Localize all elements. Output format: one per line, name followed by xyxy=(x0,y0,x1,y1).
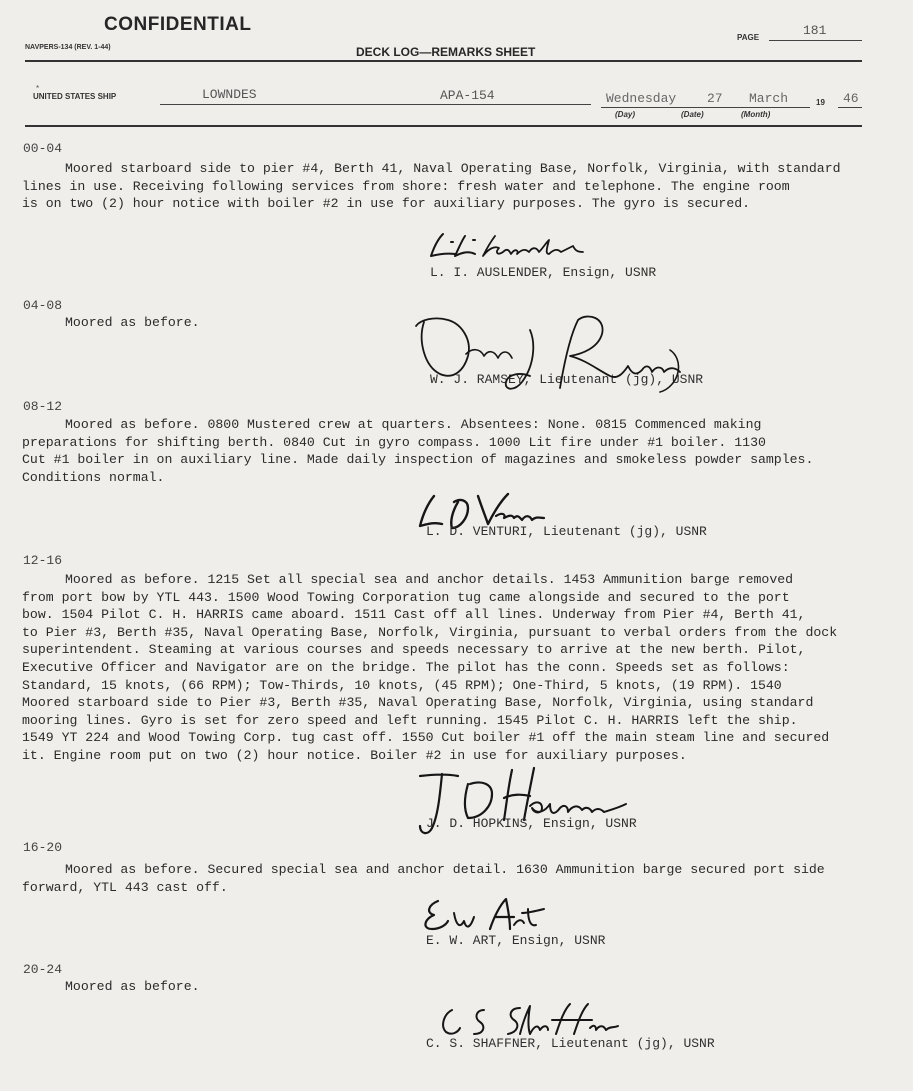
signature-auslender xyxy=(425,228,595,262)
ship-label: UNITED STATES SHIP xyxy=(33,92,117,101)
signature-art xyxy=(418,895,548,935)
officer-name: J. D. HOPKINS, Ensign, USNR xyxy=(426,816,637,831)
entry-line: Moored as before. 0800 Mustered crew at quarters. Absentees: None. 0815 Commenced making xyxy=(65,417,762,432)
watch-label: 16-20 xyxy=(23,840,63,855)
signature-ramsey xyxy=(410,310,700,400)
entry-line: Moored as before. xyxy=(65,315,200,330)
entry-line: from port bow by YTL 443. 1500 Wood Towing Corporation tug came alongside and secured to the port xyxy=(22,589,790,605)
entry-line: Standard, 15 knots, (66 RPM); Tow-Thirds, 10 knots, (45 RPM); One-Third, 5 knots, (19 RPM). 1540 xyxy=(22,677,782,693)
officer-name: C. S. SHAFFNER, Lieutenant (jg), USNR xyxy=(426,1036,715,1051)
header-rule-bottom xyxy=(25,125,862,127)
page-number: 181 xyxy=(803,23,827,38)
officer-name: L. I. AUSLENDER, Ensign, USNR xyxy=(430,265,657,280)
hull-number: APA-154 xyxy=(440,88,495,103)
ship-asterisk: * xyxy=(36,84,40,93)
date-caption: (Date) xyxy=(681,110,704,119)
log-entry-text xyxy=(22,861,890,896)
entry-line: lines in use. Receiving following services from shore: fresh water and telephone. The engine room xyxy=(22,178,790,194)
entry-line: Moored as before. Secured special sea and anchor detail. 1630 Ammunition barge secured port side xyxy=(65,862,825,877)
entry-line: it. Engine room put on two (2) hour notice. Boiler #2 in use for auxiliary purposes. xyxy=(22,747,687,763)
year-line xyxy=(838,107,862,108)
day-value: Wednesday xyxy=(606,91,677,106)
date-value: 27 xyxy=(707,91,723,106)
year-value: 46 xyxy=(843,91,859,106)
year-prefix: 19 xyxy=(816,98,825,107)
watch-label: 20-24 xyxy=(23,962,63,977)
entry-line: Moored as before. xyxy=(65,979,200,994)
entry-line: Cut #1 boiler in on auxiliary line. Made daily inspection of magazines and smokeless powder samples. xyxy=(22,452,814,468)
entry-line: mooring lines. Gyro is set for zero speed and left running. 1545 Pilot C. H. HARRIS left the ship. xyxy=(22,712,798,728)
log-entry-text xyxy=(22,160,890,213)
header-rule-top xyxy=(25,60,862,62)
officer-name: W. J. RAMSEY, Lieutenant (jg), USNR xyxy=(430,372,704,387)
entry-line: bow. 1504 Pilot C. H. HARRIS came aboard. 1511 Cast off all lines. Underway from Pier #4, Berth 41, xyxy=(22,607,806,623)
entry-line: Executive Officer and Navigator are on the bridge. The pilot has the conn. Speeds set as follows: xyxy=(22,659,790,675)
watch-label: 12-16 xyxy=(23,553,63,568)
ship-name: LOWNDES xyxy=(202,87,257,102)
entry-line: forward, YTL 443 cast off. xyxy=(22,879,228,895)
entry-line: superintendent. Steaming at various courses and speeds necessary to arrive at the new berth. Pilot, xyxy=(22,642,806,658)
log-entry-text xyxy=(22,416,890,486)
page-number-line xyxy=(769,40,862,41)
watch-label: 08-12 xyxy=(23,399,63,414)
entry-line: Moored starboard side to pier #4, Berth 41, Naval Operating Base, Norfolk, Virginia, with standard xyxy=(65,161,841,176)
entry-line: preparations for shifting berth. 0840 Cut in gyro compass. 1000 Lit fire under #1 boiler. 1130 xyxy=(22,434,766,450)
day-caption: (Day) xyxy=(615,110,636,119)
watch-label: 04-08 xyxy=(23,298,63,313)
page-label: PAGE xyxy=(737,33,760,42)
officer-name: L. D. VENTURI, Lieutenant (jg), USNR xyxy=(426,524,707,539)
entry-line: is on two (2) hour notice with boiler #2 in use for auxiliary purposes. The gyro is secured. xyxy=(22,196,751,212)
date-fields-line xyxy=(601,107,810,108)
ship-name-line xyxy=(160,104,591,105)
watch-label: 00-04 xyxy=(23,141,63,156)
log-entry-text xyxy=(22,978,890,996)
entry-line: Moored as before. 1215 Set all special sea and anchor details. 1453 Ammunition barge removed xyxy=(65,572,794,587)
sheet-title: DECK LOG—REMARKS SHEET xyxy=(356,45,536,59)
entry-line: to Pier #3, Berth #35, Naval Operating Base, Norfolk, Virginia, pursuant to verbal orders from the dock xyxy=(22,624,838,640)
form-number: NAVPERS-134 (REV. 1-44) xyxy=(25,44,111,51)
officer-name: E. W. ART, Ensign, USNR xyxy=(426,933,606,948)
month-caption: (Month) xyxy=(741,110,771,119)
classification-label: CONFIDENTIAL xyxy=(104,14,252,35)
log-entry-text xyxy=(22,571,890,765)
month-value: March xyxy=(749,91,789,106)
entry-line: 1549 YT 224 and Wood Towing Corp. tug cast off. 1550 Cut boiler #1 off the main steam line and secured xyxy=(22,730,830,746)
entry-line: Conditions normal. xyxy=(22,469,165,485)
entry-line: Moored starboard side to Pier #3, Berth #35, Naval Operating Base, Norfolk, Virginia, using standard xyxy=(22,695,814,711)
